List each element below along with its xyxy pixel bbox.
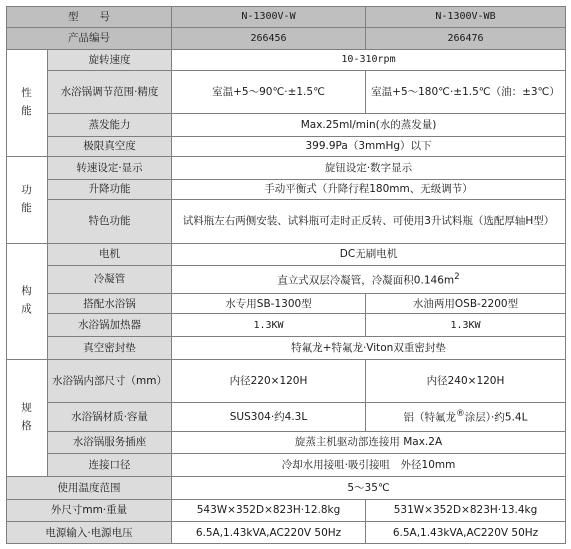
- temp-range-value: 5～35℃: [172, 476, 566, 499]
- vacuum-seal-label: 真空密封垫: [48, 337, 172, 360]
- evaporation-label: 蒸发能力: [48, 113, 172, 136]
- motor-label: 电机: [48, 243, 172, 266]
- product-code-w: 266456: [172, 27, 366, 50]
- dimensions-wb: 531W×352D×823H·13.4kg: [366, 499, 566, 522]
- lift-label: 升降功能: [48, 179, 172, 200]
- inner-size-w: 内径220×120H: [172, 359, 366, 402]
- port-diameter-value: 冷却水用接咀·吸引接咀 外径10mm: [172, 454, 566, 477]
- condenser-value: 直立式双层冷凝管，冷凝面积$0.146m^2$: [172, 266, 566, 294]
- table-row: [7, 70, 566, 113]
- temp-range-label: 使用温度范围: [7, 476, 172, 499]
- heater-w: 1.3KW: [172, 314, 366, 337]
- table-row: [7, 337, 566, 360]
- dimensions-w: 543W×352D×823H·12.8kg: [172, 499, 366, 522]
- model-wb-header: N-1300V-WB: [366, 7, 566, 28]
- table-row: [7, 200, 566, 243]
- rotation-speed-value: 10-310rpm: [172, 50, 566, 71]
- vacuum-value: 399.9Pa（3mmHg）以下: [172, 136, 566, 157]
- bath-material-w: SUS304·约4.3L: [172, 402, 366, 431]
- table-row: [7, 293, 566, 314]
- group-construction: 构成: [7, 243, 48, 359]
- vacuum-label: 极限真空度: [48, 136, 172, 157]
- table-row: [7, 136, 566, 157]
- group-performance: 性能: [7, 50, 48, 157]
- heater-label: 水浴锅加热器: [48, 314, 172, 337]
- table-row: [7, 27, 566, 50]
- table-row: [7, 359, 566, 402]
- table-row: [7, 266, 566, 294]
- rotation-speed-label: 旋转速度: [48, 50, 172, 71]
- condenser-label: 冷凝管: [48, 266, 172, 294]
- bath-range-wb: 室温+5～180℃·±1.5℃（油：±3℃）: [366, 70, 566, 113]
- speed-display-label: 转速设定·显示: [48, 157, 172, 180]
- table-row: [7, 243, 566, 266]
- superscript-two: 2: [454, 271, 460, 282]
- power-wb: 6.5A,1.43kVA,AC220V 50Hz: [366, 522, 566, 544]
- table-row: [7, 499, 566, 522]
- bath-material-wb: 铝（特氟龙®涂层）·约5.4L: [366, 402, 566, 431]
- model-w-header: N-1300V-W: [172, 7, 366, 28]
- service-socket-label: 水浴锅服务插座: [48, 431, 172, 454]
- port-diameter-label: 连接口径: [48, 454, 172, 477]
- group-function: 功能: [7, 157, 48, 243]
- power-w: 6.5A,1.43kVA,AC220V 50Hz: [172, 522, 366, 544]
- vacuum-seal-value: 特氟龙+特氟龙·Viton双重密封垫: [172, 337, 566, 360]
- table-row: [7, 476, 566, 499]
- registered-mark: ®: [456, 409, 465, 419]
- bath-material-label: 水浴锅材质·容量: [48, 402, 172, 431]
- table-row: [7, 157, 566, 180]
- bath-range-w: 室温+5～90℃·±1.5℃: [172, 70, 366, 113]
- table-row: [7, 454, 566, 477]
- bath-range-label: 水浴锅调节范围·精度: [48, 70, 172, 113]
- lift-value: 手动平衡式（升降行程180mm、无级调节）: [172, 179, 566, 200]
- table-row: [7, 50, 566, 71]
- special-feature-value: 试料瓶左右两侧安装、试料瓶可走时正反转、可使用3升试料瓶（选配厚轴H型）: [172, 200, 566, 243]
- inner-size-wb: 内径240×120H: [366, 359, 566, 402]
- spec-table: [6, 6, 566, 544]
- service-socket-value: 旋蒸主机驱动部连接用 Max.2A: [172, 431, 566, 454]
- model-header-label: 型 号: [7, 7, 172, 28]
- motor-value: DC无刷电机: [172, 243, 566, 266]
- dimensions-label: 外尺寸mm·重量: [7, 499, 172, 522]
- product-code-wb: 266476: [366, 27, 566, 50]
- inner-size-label: 水浴锅内部尺寸（mm）: [48, 359, 172, 402]
- group-specs: 规格: [7, 359, 48, 476]
- table-row: [7, 7, 566, 28]
- bath-model-label: 搭配水浴锅: [48, 293, 172, 314]
- evaporation-value: Max.25ml/min(水的蒸发量): [172, 113, 566, 136]
- speed-display-value: 旋钮设定·数字显示: [172, 157, 566, 180]
- product-code-label: 产品编号: [7, 27, 172, 50]
- heater-wb: 1.3KW: [366, 314, 566, 337]
- table-row: [7, 113, 566, 136]
- table-row: [7, 314, 566, 337]
- table-row: [7, 402, 566, 431]
- table-row: [7, 179, 566, 200]
- bath-model-w: 水专用SB-1300型: [172, 293, 366, 314]
- power-label: 电源输入·电源电压: [7, 522, 172, 544]
- table-row: [7, 522, 566, 544]
- special-feature-label: 特色功能: [48, 200, 172, 243]
- table-row: [7, 431, 566, 454]
- bath-model-wb: 水油两用OSB-2200型: [366, 293, 566, 314]
